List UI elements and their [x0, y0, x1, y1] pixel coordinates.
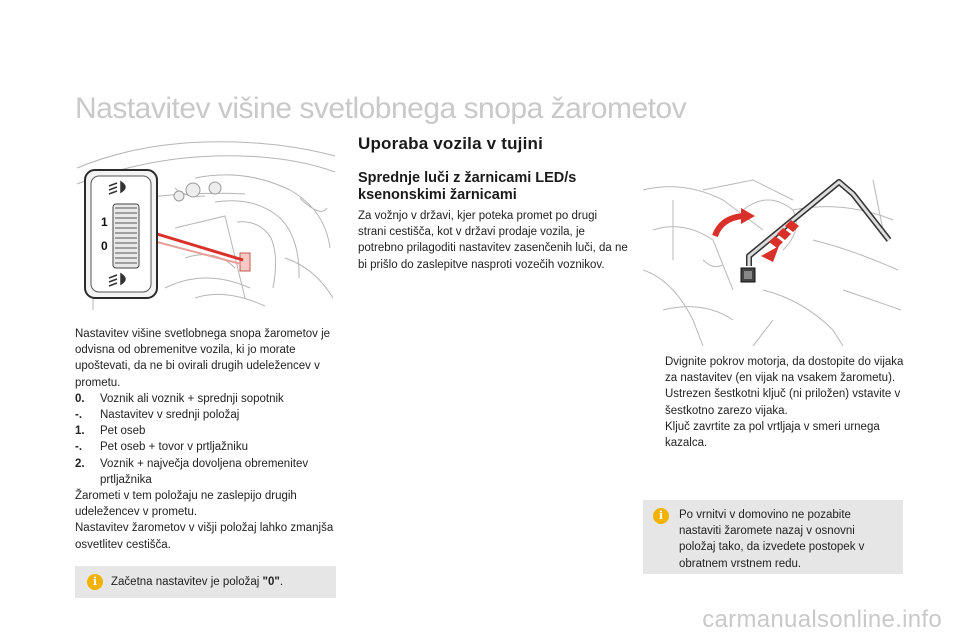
bullet-icon — [645, 386, 665, 418]
note-value: "0" — [262, 576, 280, 588]
steps-list — [645, 354, 907, 451]
setting-key: 0. — [75, 392, 85, 405]
list-item — [645, 354, 907, 386]
switch-label-bottom: 0 — [101, 239, 108, 253]
after-text-1: Žarometi v tem položaju ne zaslepijo drugih udeležencev v prometu. — [75, 490, 297, 519]
setting-row — [75, 456, 343, 488]
watermark: carmanualsonline.info — [702, 606, 942, 633]
setting-row — [75, 423, 343, 439]
info-icon: i — [87, 574, 103, 590]
dashboard-illustration — [75, 138, 337, 310]
bullet-icon — [645, 419, 665, 451]
bullet-icon — [645, 354, 665, 386]
section-paragraph: Za vožnjo v državi, kjer poteka promet po drugi strani cestišča, kot v državi prodaje vozila, je potrebno prilagoditi nastavitev zasenčenih luči, da ne bi prišlo do zaslepitve nasproti vozečih voznikov. — [358, 210, 628, 271]
left-body — [75, 326, 343, 553]
info-icon: i — [653, 508, 669, 524]
section-heading: Uporaba vozila v tujini — [358, 134, 544, 153]
after-text-2: Nastavitev žarometov v višji položaj lahko zmanjša osvetlitev cestišča. — [75, 522, 334, 551]
setting-text: Pet oseb — [100, 425, 146, 438]
switch-label-top: 1 — [101, 215, 108, 229]
setting-row — [75, 439, 343, 455]
setting-text: Voznik ali voznik + sprednji sopotnik — [100, 392, 284, 405]
setting-key: -. — [75, 441, 83, 454]
note-prefix: Začetna nastavitev je položaj — [111, 576, 263, 588]
setting-key: -. — [75, 409, 83, 422]
setting-row — [75, 407, 343, 423]
intro-text: Nastavitev višine svetlobnega snopa žarometov je odvisna od obremenitve vozila, ki jo morate upoštevati, da ne bi ovirali drugih udeležencev v prometu. — [75, 328, 331, 389]
list-item — [645, 386, 907, 418]
setting-text: Voznik + največja dovoljena obremenitev prtljažnika — [100, 457, 309, 486]
info-note-right — [643, 500, 903, 574]
step-text: Ključ zavrtite za pol vrtljaja v smeri urnega kazalca. — [665, 420, 880, 450]
setting-text: Nastavitev v srednji položaj — [100, 409, 240, 422]
section-subheading: Sprednje luči z žarnicami LED/s ksenonskimi žarnicami — [358, 170, 577, 203]
step-text: Ustrezen šestkotni ključ (ni priložen) vstavite v šestkotno zarezo vijaka. — [665, 388, 901, 417]
note-text: Po vrnitvi v domovino ne pozabite nastaviti žaromete nazaj v osnovni položaj tako, da izvedete postopek v obratnem vrstnem redu. — [679, 509, 865, 570]
engine-bay-illustration — [643, 170, 903, 346]
setting-key: 2. — [75, 457, 85, 470]
headlamp-switch-drawing — [75, 138, 337, 310]
setting-row — [75, 391, 343, 407]
note-suffix: . — [279, 576, 284, 588]
list-item — [645, 419, 907, 451]
step-text: Dvignite pokrov motorja, da dostopite do vijaka za nastavitev (en vijak na vsakem žarometu). — [665, 356, 904, 385]
page-title: Nastavitev višine svetlobnega snopa žarometov — [75, 92, 687, 125]
setting-key: 1. — [75, 425, 85, 438]
info-note-left — [75, 566, 336, 598]
hex-key-drawing — [643, 170, 903, 346]
setting-text: Pet oseb + tovor v prtljažniku — [100, 441, 248, 454]
